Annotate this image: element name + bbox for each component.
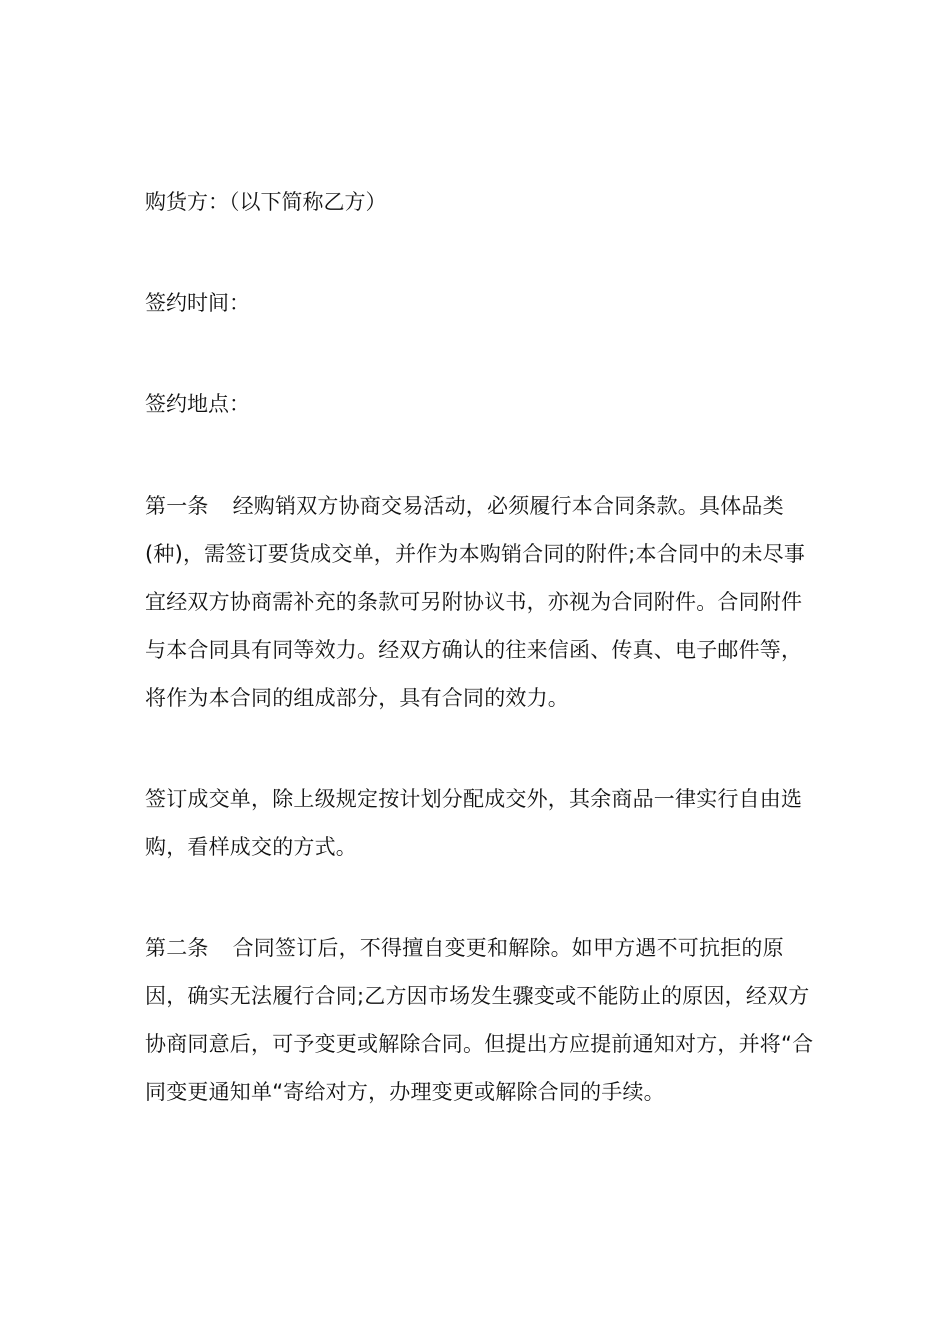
paragraph-2: 签订成交单，除上级规定按计划分配成交外，其余商品一律实行自由选购，看样成交的方式。 [145,787,803,859]
article-2-text: 合同签订后，不得擅自变更和解除。如甲方遇不可抗拒的原因，确实无法履行合同;乙方因市场发生骤变或不能防止的原因，经双方协商同意后，可予变更或解除合同。但提出方应提前通知对方，并将“合同变更通知单“寄给对方，办理变更或解除合同的手续。 [145,936,814,1104]
article-2 [145,924,815,1116]
article-1-text: 经购销双方协商交易活动，必须履行本合同条款。具体品类(种)，需签订要货成交单，并作为本购销合同的附件;本合同中的未尽事宜经双方协商需补充的条款可另附协议书，亦视为合同附件。合同附件与本合同具有同等效力。经双方确认的往来信函、传真、电子邮件等，将作为本合同的组成部分，具有合同的效力。 [145,494,806,710]
article-2-label: 第二条 [145,936,209,960]
document-body [145,178,815,1116]
article-1-label: 第一条 [145,494,209,518]
sign-time-field: 签约时间： [145,291,250,315]
buyer-field: 购货方：（以下简称乙方） [145,190,387,214]
sign-place-field: 签约地点： [145,392,250,416]
article-1 [145,482,815,722]
